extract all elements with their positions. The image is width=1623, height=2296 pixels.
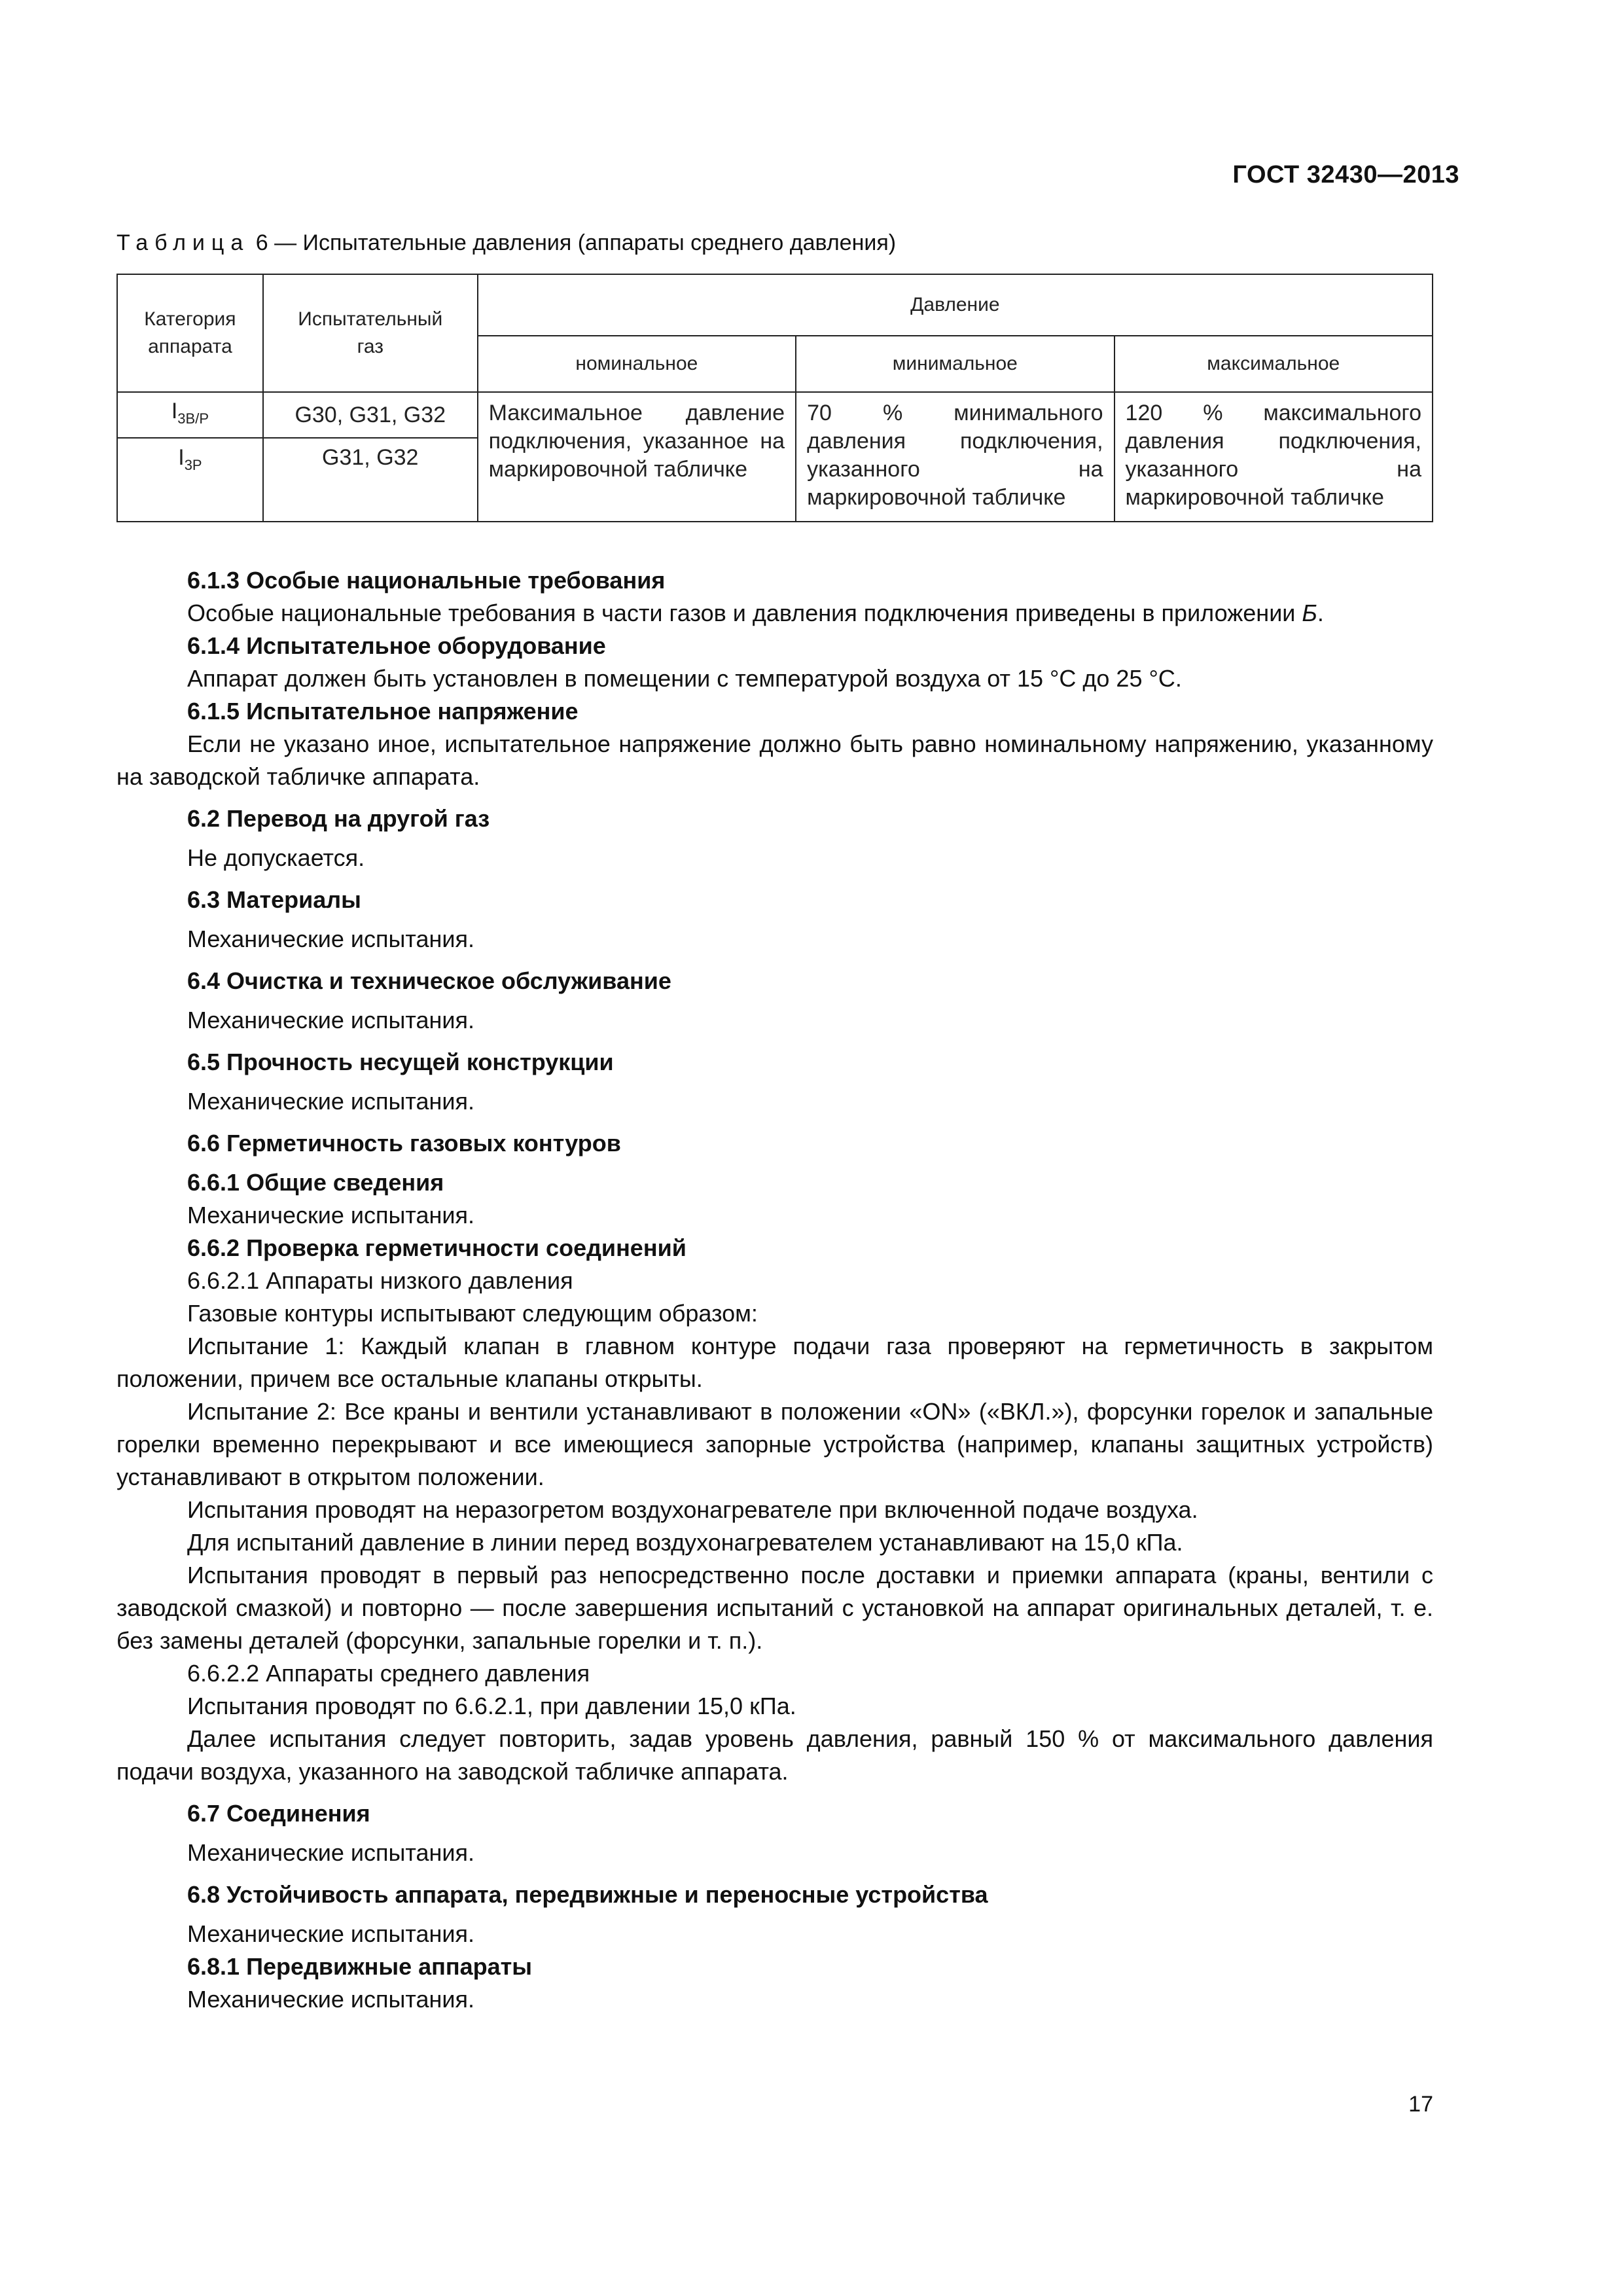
gas-cell: G30, G31, G32 xyxy=(263,392,478,438)
category-subscript: 3P xyxy=(184,457,202,473)
section-heading-6-1-4: 6.1.4 Испытательное оборудование xyxy=(187,632,606,659)
paragraph: Испытание 2: Все краны и вентили устанавливают в положении «ON» («ВКЛ.»), форсунки горелок и запальные горелки временно перекрывают и все имеющиеся запорные устройства (например, клапаны защитных устройств) устанавливают в открытом положении. xyxy=(116,1398,1433,1490)
header-minimum: минимальное xyxy=(796,336,1114,392)
section-text-6-6-1: Механические испытания. xyxy=(187,1202,474,1229)
section-heading-6-5: 6.5 Прочность несущей конструкции xyxy=(187,1049,614,1075)
pressure-table xyxy=(116,274,1433,522)
minimum-pressure-cell: 70 % минимального давления подключения, указанного на маркировочной табличке xyxy=(796,392,1114,522)
section-heading-6-8: 6.8 Устойчивость аппарата, передвижные и переносные устройства xyxy=(187,1881,988,1908)
section-heading-6-6-2-2: 6.6.2.2 Аппараты среднего давления xyxy=(187,1660,590,1687)
category-cell xyxy=(117,392,263,438)
paragraph: Далее испытания следует повторить, задав уровень давления, равный 150 % от максимального давления подачи воздуха, указанного на заводской табличке аппарата. xyxy=(116,1725,1433,1785)
gas-cell: G31, G32 xyxy=(263,438,478,522)
page-number: 17 xyxy=(1408,2092,1433,2117)
section-heading-6-8-1: 6.8.1 Передвижные аппараты xyxy=(187,1953,533,1980)
section-text-6-8-1: Механические испытания. xyxy=(187,1986,474,2013)
section-heading-6-6-1: 6.6.1 Общие сведения xyxy=(187,1169,444,1196)
header-category-line2: аппарата xyxy=(148,336,232,357)
annex-reference: Б xyxy=(1302,600,1317,626)
section-text-6-4: Механические испытания. xyxy=(187,1007,474,1033)
header-nominal: номинальное xyxy=(478,336,796,392)
section-heading-6-6-2: 6.6.2 Проверка герметичности соединений xyxy=(187,1234,687,1261)
section-heading-6-2: 6.2 Перевод на другой газ xyxy=(187,805,490,832)
document-body xyxy=(116,564,1433,2016)
category-cell xyxy=(117,438,263,522)
paragraph: Испытание 1: Каждый клапан в главном контуре подачи газа проверяют на герметичность в закрытом положении, причем все остальные клапаны открыты. xyxy=(116,1333,1433,1392)
paragraph: Газовые контуры испытывают следующим образом: xyxy=(187,1300,758,1327)
paragraph: Для испытаний давление в линии перед воздухонагревателем устанавливают на 15,0 кПа. xyxy=(187,1529,1183,1556)
section-text-6-1-3-end: . xyxy=(1317,600,1324,626)
section-heading-6-1-5: 6.1.5 Испытательное напряжение xyxy=(187,698,579,725)
section-text-6-1-5: Если не указано иное, испытательное напряжение должно быть равно номинальному напряжению, указанному на заводской табличке аппарата. xyxy=(116,730,1433,790)
document-number: ГОСТ 32430—2013 xyxy=(1232,161,1459,188)
nominal-pressure-cell: Максимальное давление подключения, указанное на маркировочной табличке xyxy=(478,392,796,522)
section-heading-6-6: 6.6 Герметичность газовых контуров xyxy=(187,1130,621,1157)
table-header-row xyxy=(117,274,1433,336)
table-row xyxy=(117,392,1433,438)
section-text-6-5: Механические испытания. xyxy=(187,1088,474,1115)
category-subscript: 3B/P xyxy=(177,410,209,427)
header-test-gas-line1: Испытательный xyxy=(298,308,443,330)
section-text-6-3: Механические испытания. xyxy=(187,925,474,952)
section-heading-6-7: 6.7 Соединения xyxy=(187,1800,370,1827)
section-text-6-2: Не допускается. xyxy=(187,844,365,871)
table-caption-title: 6 — Испытательные давления (аппараты среднего давления) xyxy=(249,230,897,255)
maximum-pressure-cell: 120 % максимального давления подключения, указанного на маркировочной табличке xyxy=(1115,392,1433,522)
header-test-gas xyxy=(263,274,478,392)
category-main: I xyxy=(171,399,178,423)
section-heading-6-1-3: 6.1.3 Особые национальные требования xyxy=(187,567,666,594)
header-pressure: Давление xyxy=(478,274,1433,336)
section-text-6-7: Механические испытания. xyxy=(187,1839,474,1866)
paragraph: Испытания проводят в первый раз непосредственно после доставки и приемки аппарата (краны, вентили с заводской смазкой) и повторно — после завершения испытаний с установкой на аппарат оригинальных деталей, т. е. без замены деталей (форсунки, запальные горелки и т. п.). xyxy=(116,1562,1433,1654)
table-caption-word: Таблица xyxy=(116,230,250,255)
section-heading-6-3: 6.3 Материалы xyxy=(187,886,361,913)
paragraph: Испытания проводят по 6.6.2.1, при давлении 15,0 кПа. xyxy=(187,1693,796,1719)
table-caption xyxy=(116,230,896,256)
header-category-line1: Категория xyxy=(144,308,236,330)
section-text-6-1-3-main: Особые национальные требования в части газов и давления подключения приведены в приложении xyxy=(187,600,1302,626)
section-text-6-8: Механические испытания. xyxy=(187,1920,474,1947)
section-text-6-1-3 xyxy=(116,597,1433,630)
header-category xyxy=(117,274,263,392)
header-maximum: максимальное xyxy=(1115,336,1433,392)
section-heading-6-6-2-1: 6.6.2.1 Аппараты низкого давления xyxy=(187,1267,573,1294)
category-main: I xyxy=(178,445,185,470)
header-test-gas-line2: газ xyxy=(357,336,383,357)
section-heading-6-4: 6.4 Очистка и техническое обслуживание xyxy=(187,967,671,994)
section-text-6-1-4: Аппарат должен быть установлен в помещении с температурой воздуха от 15 °С до 25 °С. xyxy=(187,665,1182,692)
paragraph: Испытания проводят на неразогретом воздухонагревателе при включенной подаче воздуха. xyxy=(187,1496,1198,1523)
